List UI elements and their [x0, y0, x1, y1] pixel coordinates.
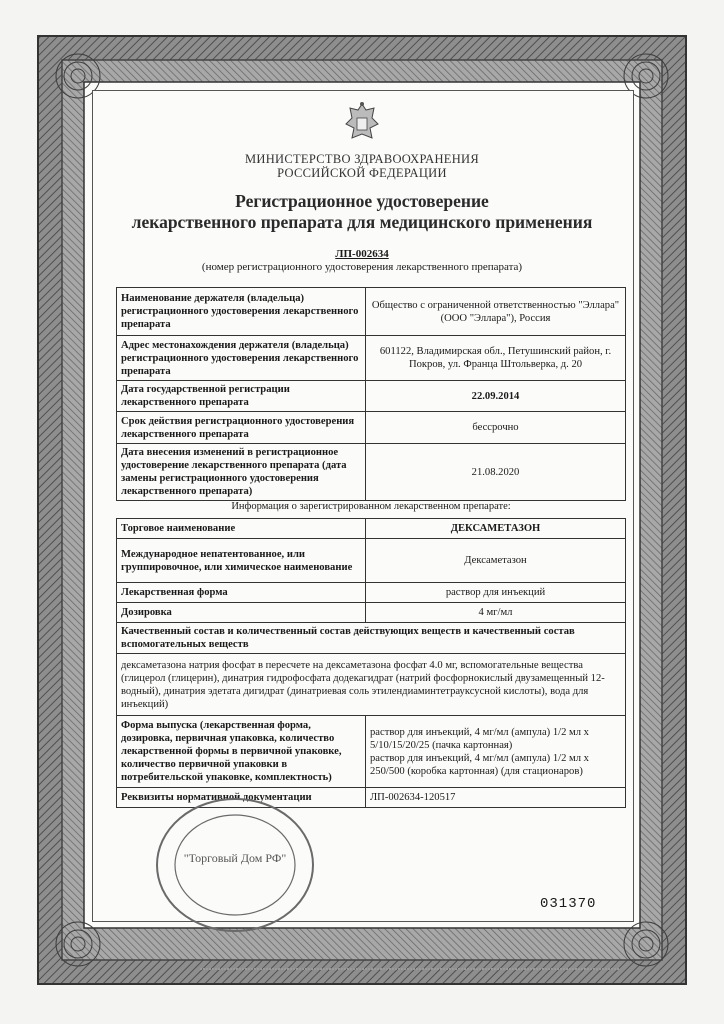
validity-label: Срок действия регистрационного удостоверения лекарственного препарата	[117, 412, 366, 444]
table-row	[117, 716, 626, 788]
registration-number: ЛП-002634	[335, 248, 389, 260]
coat-of-arms-icon	[342, 100, 382, 146]
trade-name-value: ДЕКСАМЕТАЗОН	[366, 519, 626, 539]
stamp-text: "Торговый Дом РФ"	[183, 851, 287, 865]
table-row	[117, 381, 626, 412]
title-line-2: лекарственного препарата для медицинского применения	[131, 212, 593, 232]
info-caption: Информация о зарегистрированном лекарственном препарате:	[231, 501, 511, 512]
ministry-name	[0, 152, 724, 180]
table-row	[117, 444, 626, 501]
table-row	[117, 412, 626, 444]
dosage-form-label: Лекарственная форма	[117, 583, 366, 603]
company-stamp	[150, 790, 320, 940]
holder-name-value: Общество с ограниченной ответственностью "Эллара" (ООО "Эллара"), Россия	[366, 288, 626, 336]
footer-microtext	[200, 966, 620, 972]
table-row	[117, 336, 626, 381]
table-row	[117, 603, 626, 623]
composition-label: Качественный состав и количественный состав действующих веществ и качественный состав вспомогательных веществ	[117, 623, 626, 654]
ministry-line-1: МИНИСТЕРСТВО ЗДРАВООХРАНЕНИЯ	[244, 152, 480, 166]
registration-number-caption: (номер регистрационного удостоверения лекарственного препарата)	[201, 261, 523, 273]
change-date-value: 21.08.2020	[366, 444, 626, 501]
table-row	[117, 623, 626, 654]
document-title	[0, 191, 724, 233]
table-row	[117, 654, 626, 716]
docs-value: ЛП-002634-120517	[366, 788, 626, 808]
serial-number: 031370	[540, 896, 597, 912]
docs-label: Реквизиты нормативной документации	[117, 788, 366, 808]
holder-table	[116, 287, 626, 501]
release-form-value-2: раствор для инъекций, 4 мг/мл (ампула) 1/2 мл х 250/500 (коробка картонная) (для стационаров)	[370, 752, 589, 777]
registration-number-block	[0, 248, 724, 274]
table-row	[117, 539, 626, 583]
inn-label: Международное непатентованное, или группировочное, или химическое наименование	[117, 539, 366, 583]
release-form-value-1: раствор для инъекций, 4 мг/мл (ампула) 1/2 мл х 5/10/15/20/25 (пачка картонная)	[370, 726, 589, 751]
table-row	[117, 519, 626, 539]
trade-name-label: Торговое наименование	[117, 519, 366, 539]
dosage-value: 4 мг/мл	[366, 603, 626, 623]
release-form-label: Форма выпуска (лекарственная форма, дозировка, первичная упаковка, количество лекарственной формы в первичной упаковке, количество первичной упаковки в потребительской упаковке, комплектность)	[117, 716, 366, 788]
release-form-value	[366, 716, 626, 788]
validity-value: бессрочно	[366, 412, 626, 444]
holder-address-label: Адрес местонахождения держателя (владельца) регистрационного удостоверения лекарственного препарата	[117, 336, 366, 381]
table-row	[117, 583, 626, 603]
dosage-form-value: раствор для инъекций	[366, 583, 626, 603]
table-row	[117, 288, 626, 336]
dosage-label: Дозировка	[117, 603, 366, 623]
registration-date-value: 22.09.2014	[366, 381, 626, 412]
registration-date-label: Дата государственной регистрации лекарственного препарата	[117, 381, 366, 412]
holder-name-label: Наименование держателя (владельца) регистрационного удостоверения лекарственного препарата	[117, 288, 366, 336]
composition-value: дексаметазона натрия фосфат в пересчете на дексаметазона фосфат 4.0 мг, вспомогательные вещества (глицерол (глицерин), динатрия гидрофосфата додекагидрат (натрий фосфорнокислый двузамещенный 12-водный), динатрия эдетата дигидрат (динатриевая соль этилендиаминтетрауксусной кислоты), вода для инъекций)	[117, 654, 626, 716]
inn-value: Дексаметазон	[366, 539, 626, 583]
printer-footer	[200, 966, 620, 973]
drug-table	[116, 518, 626, 808]
change-date-label: Дата внесения изменений в регистрационное удостоверение лекарственного препарата (дата замены регистрационного удостоверения лекарственного препарата)	[117, 444, 366, 501]
holder-address-value: 601122, Владимирская обл., Петушинский район, г. Покров, ул. Франца Штольверка, д. 20	[366, 336, 626, 381]
ministry-line-2: РОССИЙСКОЙ ФЕДЕРАЦИИ	[277, 166, 447, 180]
title-line-1: Регистрационное удостоверение	[235, 191, 489, 211]
